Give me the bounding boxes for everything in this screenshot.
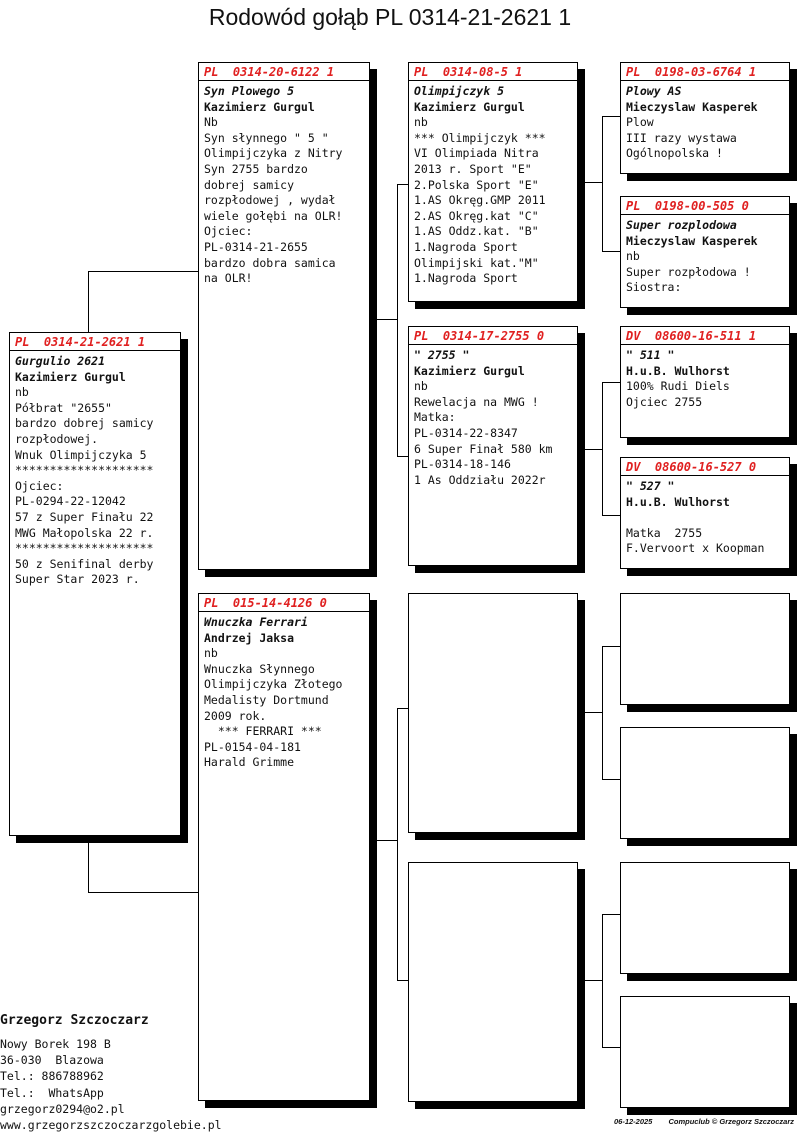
connector-line [602, 116, 621, 117]
connector-line [602, 646, 603, 779]
pigeon-card-empty [408, 593, 578, 833]
ring-number: PL 015-14-4126 0 [199, 595, 369, 612]
note-line: nb [414, 115, 428, 130]
note-line: bardzo dobra samica [204, 255, 336, 270]
note-line: nb [204, 646, 218, 661]
pigeon-name: Wnuczka Ferrari [204, 615, 308, 629]
pigeon-notes [15, 385, 176, 588]
note-line: Olimpijczyka z Nitry [204, 146, 343, 161]
owner-email: grzegorz0294@o2.pl [0, 1101, 125, 1116]
note-line: nb [15, 385, 29, 400]
note-line: Ojciec 2755 [626, 394, 703, 409]
note-line: Ogólnopolska ! [626, 146, 723, 161]
connector-line [370, 840, 398, 841]
note-line: PL-0314-21-2655 [204, 239, 308, 254]
note-line: Super rozpłodowa ! [626, 264, 751, 279]
pigeon-notes [414, 379, 573, 488]
connector-line [602, 382, 603, 515]
note-line: 57 z Super Finału 22 [15, 509, 154, 524]
pigeon-card-ssd [620, 196, 790, 308]
pigeon-card-subject [9, 332, 181, 836]
pigeon-card-sss [620, 62, 790, 174]
connector-line [602, 251, 621, 252]
connector-line [88, 892, 200, 893]
connector-line [397, 708, 398, 980]
note-line: 1.Nagroda Sport [414, 239, 518, 254]
note-line: PL-0314-22-8347 [414, 425, 518, 440]
note-line: Olimpijczyka Złotego [204, 677, 343, 692]
owner-phone: Tel.: 886788962 [0, 1069, 104, 1084]
connector-line [88, 836, 89, 892]
note-line: 1 As Oddziału 2022r [414, 472, 546, 487]
note-line: ******************** [15, 463, 154, 478]
ring-number: PL 0314-20-6122 1 [199, 64, 369, 81]
breeder-name: Mieczyslaw Kasperek [626, 99, 758, 114]
pigeon-name: Super rozplodowa [626, 218, 737, 232]
connector-line [397, 184, 398, 456]
ring-number: PL 0314-08-5 1 [409, 64, 577, 81]
print-date: 06-12-2025 [613, 1117, 653, 1126]
page-title: Rodowód gołąb PL 0314-21-2621 1 [208, 4, 572, 30]
breeder-name: H.u.B. Wulhorst [626, 494, 730, 509]
pigeon-card-empty [620, 727, 790, 839]
connector-line [578, 980, 602, 981]
note-line: III razy wystawa [626, 130, 737, 145]
note-line: 2009 rok. [204, 708, 267, 723]
note-line: Super Star 2023 r. [15, 572, 140, 587]
connector-line [602, 779, 621, 780]
pigeon-card-dam [198, 593, 370, 1101]
note-line: Wnuczka Słynnego [204, 661, 315, 676]
note-line: VI Olimpiada Nitra [414, 146, 539, 161]
note-line: *** FERRARI *** [204, 724, 322, 739]
note-line: na OLR! [204, 271, 253, 286]
connector-line [602, 646, 621, 647]
pigeon-card-sdd [620, 457, 790, 569]
owner-whatsapp: Tel.: WhatsApp [0, 1085, 104, 1100]
pigeon-name: Gurgulio 2621 [15, 354, 106, 368]
ring-number: PL 0198-03-6764 1 [621, 64, 789, 81]
note-line: PL-0294-22-12042 [15, 494, 126, 509]
pigeon-name: Syn Plowego 5 [204, 84, 295, 98]
note-line: PL-0314-18-146 [414, 457, 511, 472]
note-line: 2.AS Okręg.kat "C" [414, 208, 539, 223]
pigeon-name: " 2755 " [414, 348, 470, 362]
ring-number: DV 08600-16-527 0 [621, 459, 789, 476]
connector-line [602, 116, 603, 251]
ring-number: PL 0198-00-505 0 [621, 198, 789, 215]
note-line: Rewelacja na MWG ! [414, 394, 539, 409]
breeder-name: H.u.B. Wulhorst [626, 363, 730, 378]
connector-line [602, 515, 621, 516]
connector-line [602, 914, 603, 1047]
pigeon-name: Olimpijczyk 5 [414, 84, 505, 98]
connector-line [602, 914, 621, 915]
note-line [626, 510, 785, 526]
pigeon-notes [414, 115, 573, 287]
note-line: Półbrat "2655" [15, 400, 112, 415]
pigeon-name: " 511 " [626, 348, 675, 362]
ring-number: PL 0314-17-2755 0 [409, 328, 577, 345]
breeder-name: Kazimierz Gurgul [15, 369, 126, 384]
breeder-name: Andrzej Jaksa [204, 630, 295, 645]
pigeon-card-sds [620, 326, 790, 438]
breeder-name: Mieczyslaw Kasperek [626, 233, 758, 248]
owner-website: www.grzegorzszczoczarzgolebie.pl [0, 1118, 222, 1133]
note-line: Ojciec: [15, 478, 64, 493]
pigeon-card-sire [198, 62, 370, 570]
owner-name: Grzegorz Szczoczarz [0, 1013, 149, 1028]
connector-line [602, 1047, 621, 1048]
pigeon-notes [204, 646, 365, 771]
note-line: 1.AS Oddz.kat. "B" [414, 224, 539, 239]
connector-line [578, 712, 602, 713]
note-line: Matka: [414, 410, 456, 425]
connector-line [88, 271, 89, 333]
note-line: 50 z Senifinal derby [15, 556, 154, 571]
ring-number: PL 0314-21-2621 1 [10, 334, 180, 351]
note-line: Olimpijski kat."M" [414, 255, 539, 270]
note-line: 1.AS Okręg.GMP 2011 [414, 193, 546, 208]
note-line: wiele gołębi na OLR! [204, 208, 343, 223]
note-line: nb [414, 379, 428, 394]
breeder-name: Kazimierz Gurgul [414, 363, 525, 378]
owner-info [0, 1013, 222, 1133]
note-line: bardzo dobrej samicy [15, 416, 154, 431]
note-line: PL-0154-04-181 [204, 739, 301, 754]
note-line: 2013 r. Sport "E" [414, 161, 532, 176]
pigeon-card-empty [408, 862, 578, 1102]
note-line: F.Vervoort x Koopman [626, 541, 765, 556]
note-line: Medalisty Dortmund [204, 692, 329, 707]
note-line: dobrej samicy [204, 177, 295, 192]
note-line: Syn 2755 bardzo [204, 161, 308, 176]
note-line: rozpłodowej. [15, 431, 99, 446]
pigeon-card-empty [620, 593, 790, 705]
pigeon-card-sire-sire [408, 62, 578, 302]
note-line: Wnuk Olimpijczyka 5 [15, 447, 147, 462]
pigeon-card-empty [620, 996, 790, 1108]
note-line: 1.Nagroda Sport [414, 271, 518, 286]
note-line: 100% Rudi Diels [626, 379, 730, 394]
connector-line [602, 382, 621, 383]
note-line: 2.Polska Sport "E" [414, 177, 539, 192]
ring-number: DV 08600-16-511 1 [621, 328, 789, 345]
owner-postal: 36-030 Blazowa [0, 1053, 104, 1068]
note-line: Plow [626, 115, 654, 130]
note-line: MWG Małopolska 22 r. [15, 525, 154, 540]
note-line: nb [626, 249, 640, 264]
note-line: 6 Super Finał 580 km [414, 441, 553, 456]
pigeon-card-sire-dam [408, 326, 578, 566]
note-line: Matka 2755 [626, 525, 703, 540]
connector-line [370, 319, 398, 320]
note-line: Harald Grimme [204, 755, 295, 770]
pigeon-card-empty [620, 862, 790, 974]
note-line: ******************** [15, 541, 154, 556]
pigeon-notes [204, 115, 365, 287]
pigeon-name: Plowy AS [626, 84, 682, 98]
note-line: Siostra: [626, 280, 682, 295]
pigeon-name: " 527 " [626, 479, 675, 493]
breeder-name: Kazimierz Gurgul [414, 99, 525, 114]
note-line: Ojciec: [204, 224, 253, 239]
note-line: rozpłodowej , wydał [204, 193, 336, 208]
note-line: Syn słynnego " 5 " [204, 130, 329, 145]
credit: Compuclub © Grzegorz Szczoczarz [668, 1117, 794, 1126]
connector-line [88, 271, 200, 272]
owner-address: Nowy Borek 198 B [0, 1037, 111, 1051]
note-line: *** Olimpijczyk *** [414, 130, 546, 145]
connector-line [578, 449, 602, 450]
connector-line [578, 182, 602, 183]
note-line: Nb [204, 115, 218, 130]
footer [600, 1117, 794, 1126]
breeder-name: Kazimierz Gurgul [204, 99, 315, 114]
